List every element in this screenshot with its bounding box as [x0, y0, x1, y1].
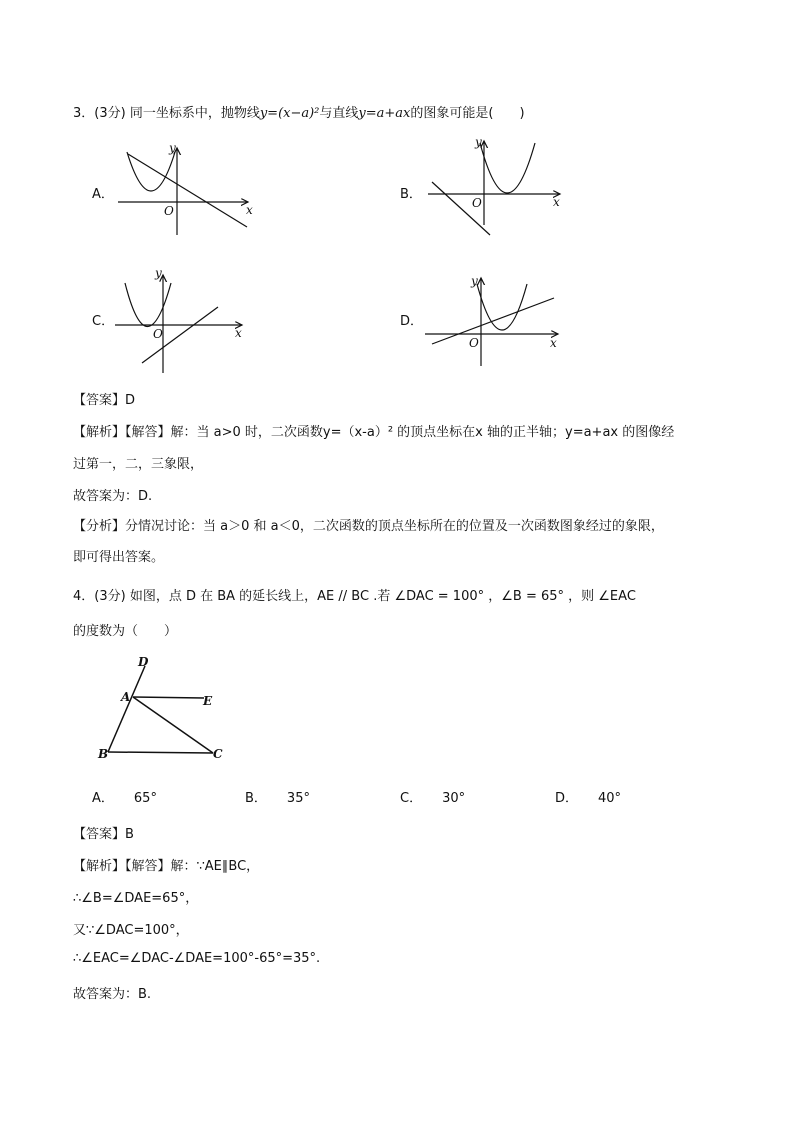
y-axis-label: y	[475, 135, 482, 149]
q3-line-formula: y=a+ax	[358, 106, 411, 121]
q3-stem	[73, 102, 525, 121]
q3-analysis2-line2: 即可得出答案。	[73, 550, 165, 565]
option-value: 40°	[598, 791, 622, 806]
q3-conclusion: 故答案为：D.	[73, 489, 153, 504]
q4-option-b	[245, 787, 310, 806]
line-db	[108, 666, 145, 752]
option-label: D．	[555, 791, 579, 806]
q3-answer: 【答案】D	[73, 393, 136, 408]
x-axis-label: x	[246, 203, 253, 217]
point-e-label: E	[203, 694, 213, 708]
q3-option-b-label: B．	[400, 187, 422, 202]
straight-line	[128, 154, 247, 227]
q4-stem-line1: 4．(3分) 如图，点 D 在 BA 的延长线上，AE // BC .若 ∠DAC = 100° ，∠B = 65° ，则 ∠EAC	[73, 589, 636, 604]
parabola	[477, 284, 527, 330]
q3-option-a-label: A．	[92, 187, 114, 202]
line-bc	[108, 752, 213, 753]
option-label: C．	[400, 791, 423, 806]
point-b-label: B	[98, 747, 109, 761]
q4-figure	[92, 650, 232, 765]
q4-answer: 【答案】B	[73, 827, 134, 842]
q4-solution-line4: ∴∠EAC=∠DAC-∠DAE=100°-65°=35°.	[73, 951, 321, 966]
q4-solution-line2: ∴∠B=∠DAE=65°，	[73, 891, 199, 906]
point-a-label: A	[121, 690, 131, 704]
q4-solution-line3: 又∵∠DAC=100°，	[73, 923, 189, 938]
option-value: 65°	[133, 791, 157, 806]
option-value: 35°	[286, 791, 310, 806]
q4-option-c	[400, 787, 465, 806]
q4-option-a	[92, 787, 157, 806]
q3-graph-b	[420, 135, 570, 240]
origin-label: O	[153, 327, 163, 341]
q4-solution-line5: 故答案为：B.	[73, 987, 152, 1002]
q3-stem-suffix: 的图象可能是( )	[410, 106, 525, 121]
option-label: A．	[92, 791, 114, 806]
origin-label: O	[469, 336, 479, 350]
straight-line	[432, 298, 554, 344]
y-axis-label: y	[169, 141, 176, 155]
q3-parabola-formula: y=(x−a)²	[259, 106, 320, 121]
point-c-label: C	[213, 747, 223, 761]
line-ac	[133, 697, 213, 753]
q4-option-d	[555, 787, 621, 806]
q3-graph-a	[110, 140, 260, 240]
q3-option-d-label: D．	[400, 314, 424, 329]
option-label: B．	[245, 791, 267, 806]
y-axis-label: y	[155, 266, 162, 280]
q3-option-c-label: C．	[92, 314, 115, 329]
x-axis-label: x	[235, 326, 242, 340]
q4-solution-line1: 【解析】【解答】解：∵AE∥BC，	[73, 859, 260, 874]
parabola	[125, 283, 171, 327]
origin-label: O	[472, 196, 482, 210]
origin-label: O	[164, 204, 174, 218]
option-value: 30°	[442, 791, 466, 806]
x-axis-label: x	[553, 195, 560, 209]
q3-graph-d	[420, 270, 570, 370]
x-axis-label: x	[550, 336, 557, 350]
q3-analysis-line1: 【解析】【解答】解：当 a>0 时，二次函数y=（x-a）² 的顶点坐标在x 轴的正半轴；y=a+ax 的图像经	[73, 425, 675, 440]
q3-graph-c	[110, 265, 260, 380]
q3-analysis-line2: 过第一，二，三象限，	[73, 457, 204, 472]
q4-stem-line2: 的度数为（ ）	[73, 624, 178, 639]
point-d-label: D	[138, 655, 149, 669]
y-axis-label: y	[471, 274, 478, 288]
q3-analysis2-line1: 【分析】分情况讨论：当 a＞0 和 a＜0，二次函数的顶点坐标所在的位置及一次函数图象经过的象限，	[73, 519, 664, 534]
q3-stem-mid: 与直线	[319, 106, 359, 121]
q3-stem-prefix: 3．(3分) 同一坐标系中，抛物线	[73, 106, 260, 121]
parabola	[480, 143, 535, 193]
line-ae	[133, 697, 204, 698]
